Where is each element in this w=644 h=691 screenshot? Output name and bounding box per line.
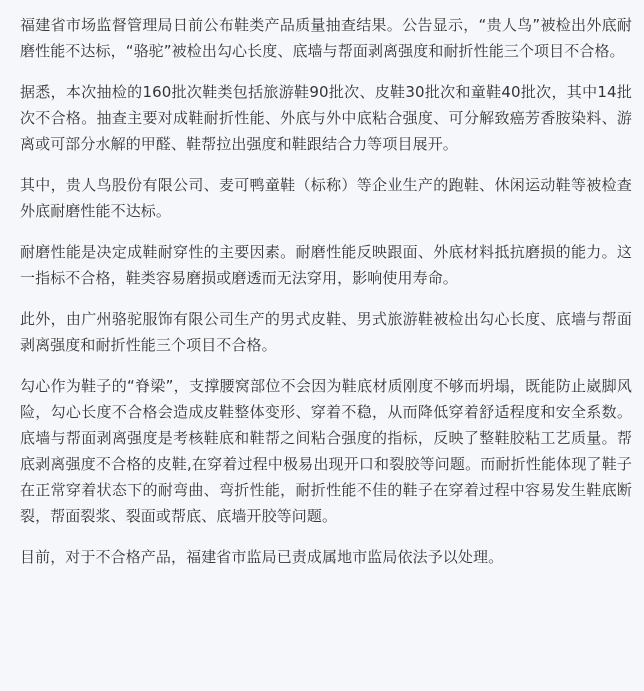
paragraph-wear-resistance-explained: 耐磨性能是决定成鞋耐穿性的主要因素。耐磨性能反映跟面、外底材料抵抗磨损的能力。这一指标不合格，鞋类容易磨损或磨透而无法穿用，影响使用寿命。 [20,243,632,287]
paragraph-wear-resistance-failures: 其中，贵人鸟股份有限公司、麦可鸭童鞋（标称）等企业生产的跑鞋、休闲运动鞋等被检查外底耐磨性能不达标。 [20,176,632,220]
paragraph-announcement: 福建省市场监督管理局日前公布鞋类产品质量抽查结果。公告显示，“贵人鸟”被检出外底耐磨性能不达标，“骆驼”被检出勾心长度、底墙与帮面剥离强度和耐折性能三个项目不合格。 [20,16,632,60]
paragraph-camel-failures: 此外，由广州骆驼服饰有限公司生产的男式皮鞋、男式旅游鞋被检出勾心长度、底墙与帮面剥离强度和耐折性能三个项目不合格。 [20,310,632,354]
paragraph-handling: 目前，对于不合格产品，福建省市监局已责成属地市监局依法予以处理。 [20,548,504,566]
paragraph-shank-explained: 勾心作为鞋子的“脊梁”，支撑腰窝部位不会因为鞋底材质刚度不够而坍塌，既能防止崴脚风险，勾心长度不合格会造成皮鞋整体变形、穿着不稳，从而降低穿着舒适程度和安全系数。底墙与帮面剥离强度是考核鞋底和鞋帮之间粘合强度的指标，反映了整鞋胶粘工艺质量。帮底剥离强度不合格的皮鞋,在穿着过程中极易出现开口和裂胶等问题。而耐折性能体现了鞋子在正常穿着状态下的耐弯曲、弯折性能，耐折性能不佳的鞋子在穿着过程中容易发生鞋底断裂，帮面裂浆、裂面或帮底、底墙开胶等问题。 [20,377,632,525]
paragraph-sampling-scope: 据悉，本次抽检的160批次鞋类包括旅游鞋90批次、皮鞋30批次和童鞋40批次，其中14批次不合格。抽查主要对成鞋耐折性能、外底与外中底粘合强度、可分解致癌芳香胺染料、游离或可部分水解的甲醛、鞋帮拉出强度和鞋跟结合力等项目展开。 [20,83,632,153]
